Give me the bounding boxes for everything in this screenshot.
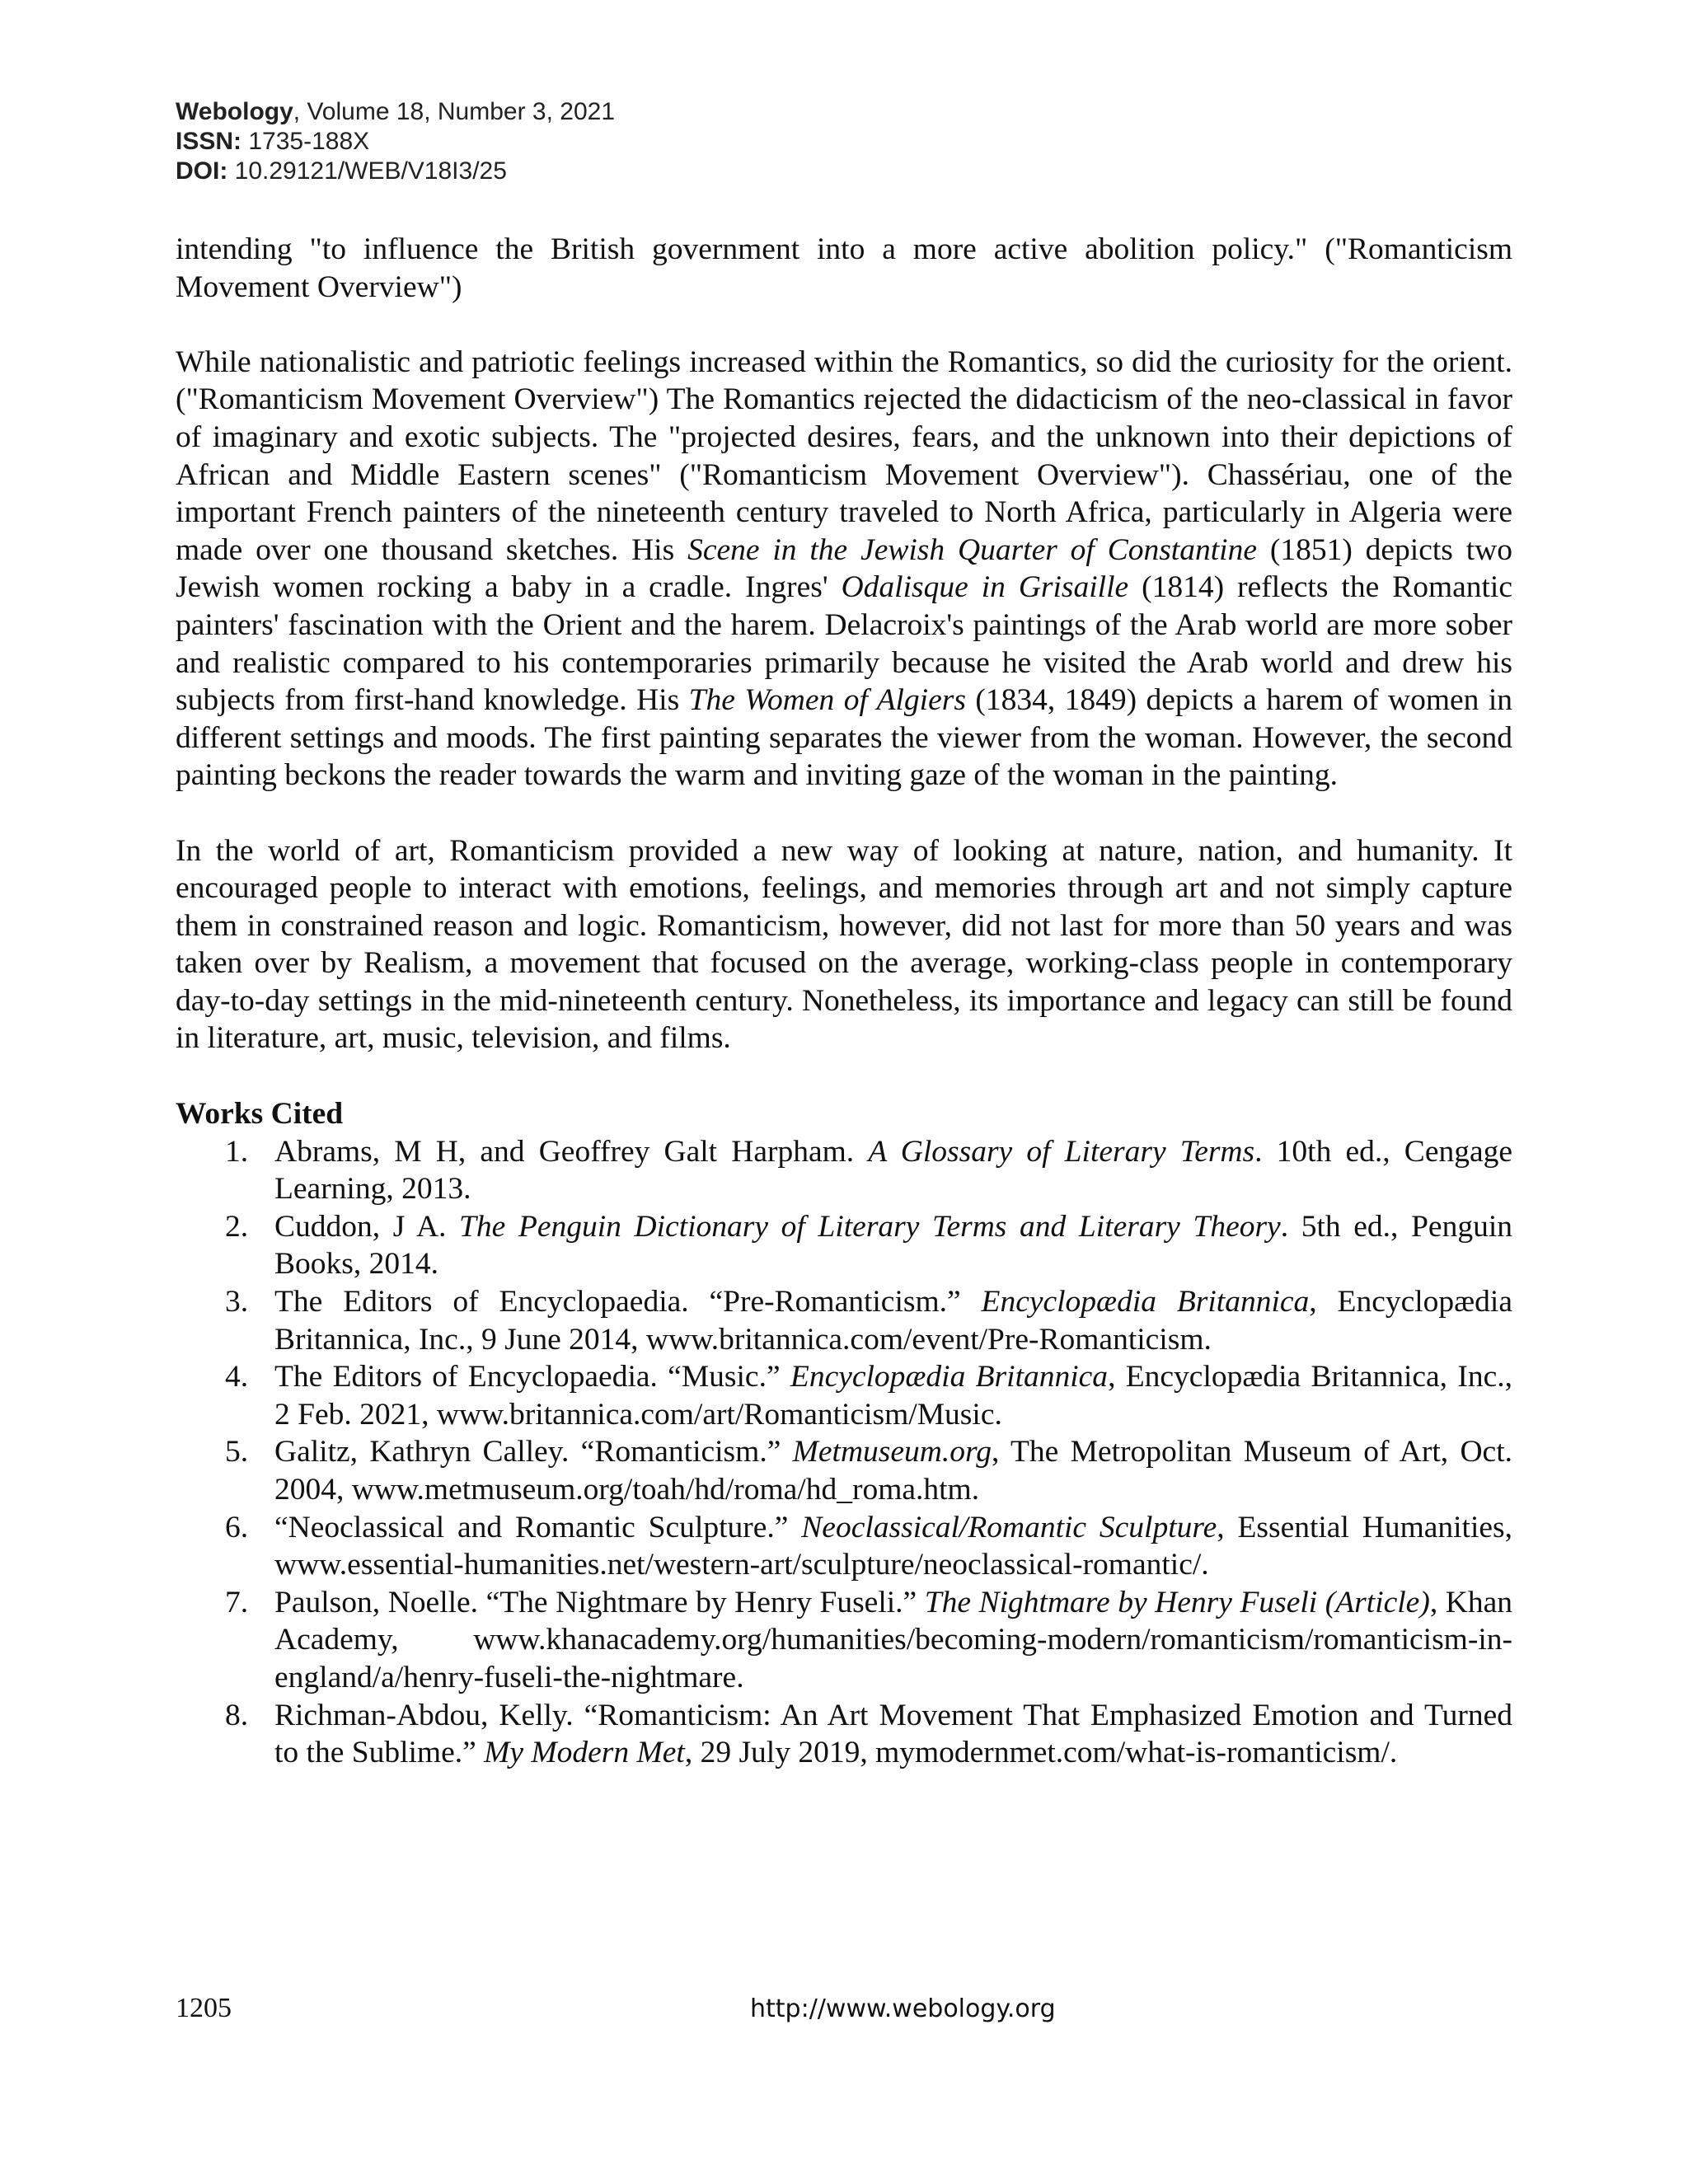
journal-header <box>176 97 1329 186</box>
citation-item <box>176 1133 1512 1208</box>
issn-value: 1735-188X <box>241 128 370 155</box>
paragraph-abolition: intending "to influence the British government into a more active abolition policy." ("Romanticism Movement Overview") <box>176 232 1512 304</box>
citation-item <box>176 1697 1512 1772</box>
citation-number: 6. <box>225 1510 249 1544</box>
issn-label: ISSN: <box>176 128 242 155</box>
works-cited-heading: Works Cited <box>176 1097 344 1132</box>
paragraph-legacy: In the world of art, Romanticism provided a new way of looking at nature, nation, and humanity. It encouraged people to interact with emotions, feelings, and memories through art and not simply capture them in constrained reason and logic. Romanticism, however, did not last for more than 50 years and was taken over by Realism, a movement that focused on the average, working-class people in contemporary day-to-day settings in the mid-nineteenth century. Nonetheless, its importance and legacy can still be found in literature, art, music, television, and films. <box>176 833 1512 1056</box>
citation-text: Cuddon, J A. The Penguin Dictionary of Literary Terms and Literary Theory. 5th ed., Penguin Books, 2014. <box>274 1209 1512 1282</box>
doi-value: 10.29121/WEB/V18I3/25 <box>227 157 507 185</box>
citation-text: The Editors of Encyclopaedia. “Pre-Romanticism.” Encyclopædia Britannica, Encyclopædia Britannica, Inc., 9 June 2014, www.britannica.com/event/Pre-Romanticism. <box>274 1285 1512 1357</box>
citation-text: Galitz, Kathryn Calley. “Romanticism.” Metmuseum.org, The Metropolitan Museum of Art, Oct. 2004, www.metmuseum.org/toah/hd/roma/hd_roma.htm. <box>274 1435 1512 1507</box>
artwork-title: Scene in the Jewish Quarter of Constantine <box>687 532 1257 567</box>
citation-title: Neoclassical/Romantic Sculpture <box>801 1510 1217 1544</box>
citation-number: 4. <box>225 1360 249 1394</box>
artwork-title: The Women of Algiers <box>688 683 966 718</box>
citation-title: The Nightmare by Henry Fuseli (Article) <box>924 1585 1430 1619</box>
citation-number: 5. <box>225 1435 249 1469</box>
citation-title: Metmuseum.org <box>792 1435 992 1469</box>
citation-number: 1. <box>225 1134 249 1169</box>
citation-item <box>176 1283 1512 1358</box>
citation-text: Paulson, Noelle. “The Nightmare by Henry Fuseli.” The Nightmare by Henry Fuseli (Article), Khan Academy, www.khanacademy.org/humanities/becoming-modern/romanticism/romanticism-in-england/a/henry-fuseli-the-nightmare. <box>274 1585 1512 1694</box>
citation-text: “Neoclassical and Romantic Sculpture.” Neoclassical/Romantic Sculpture, Essential Humanities, www.essential-humanities.net/western-art/sculpture/neoclassical-romantic/. <box>274 1510 1512 1582</box>
issn-line <box>176 127 1329 157</box>
citation-item <box>176 1584 1512 1697</box>
citation-item <box>176 1208 1512 1283</box>
artwork-title: Odalisque in Grisaille <box>841 570 1129 605</box>
journal-name: Webology <box>176 98 293 125</box>
citation-title: The Penguin Dictionary of Literary Terms and Literary Theory <box>459 1209 1281 1244</box>
page-footer <box>176 1993 1512 2034</box>
works-cited-list <box>176 1133 1512 1772</box>
doi-label: DOI: <box>176 157 228 185</box>
citation-title: My Modern Met <box>484 1736 685 1770</box>
citation-number: 8. <box>225 1698 249 1732</box>
citation-title: Encyclopædia Britannica <box>790 1360 1109 1394</box>
citation-number: 3. <box>225 1285 249 1319</box>
citation-text: Richman-Abdou, Kelly. “Romanticism: An Art Movement That Emphasized Emotion and Turned to the Sublime.” My Modern Met, 29 July 2019, mymodernmet.com/what-is-romanticism/. <box>274 1698 1512 1770</box>
citation-text: The Editors of Encyclopaedia. “Music.” Encyclopædia Britannica, Encyclopædia Britannica, Inc., 2 Feb. 2021, www.britannica.com/art/Romanticism/Music. <box>274 1360 1512 1432</box>
citation-item <box>176 1509 1512 1584</box>
article-body <box>176 231 1512 1772</box>
citation-number: 2. <box>225 1209 249 1244</box>
citation-item <box>176 1358 1512 1433</box>
paragraph-orient: While nationalistic and patriotic feelings increased within the Romantics, so did the curiosity for the orient. ("Romanticism Movement Overview") The Romantics rejected the didacticism of the neo-classical in favor of imaginary and exotic subjects. The "projected desires, fears, and the unknown into their depictions of African and Middle Eastern scenes" ("Romanticism Movement Overview"). Chassériau, one of the important French painters of the nineteenth century traveled to North Africa, particularly in Algeria were made over one thousand sketches. His Scene in the Jewish Quarter of Constantine (1851) depicts two Jewish women rocking a baby in a cradle. Ingres' Odalisque in Grisaille (1814) reflects the Romantic painters' fascination with the Orient and the harem. Delacroix's paintings of the Arab world are more sober and realistic compared to his contemporaries primarily because he visited the Arab world and drew his subjects from first-hand knowledge. His The Women of Algiers (1834, 1849) depicts a harem of women in different settings and moods. The first painting separates the viewer from the woman. However, the second painting beckons the reader towards the warm and inviting gaze of the woman in the painting. <box>176 344 1512 793</box>
citation-item <box>176 1433 1512 1508</box>
works-cited-section <box>176 1095 1512 1772</box>
citation-number: 7. <box>225 1585 249 1619</box>
citation-title: A Glossary of Literary Terms <box>868 1134 1255 1169</box>
citation-title: Encyclopædia Britannica <box>981 1285 1310 1319</box>
journal-volume: , Volume 18, Number 3, 2021 <box>293 98 616 125</box>
citation-text: Abrams, M H, and Geoffrey Galt Harpham. A Glossary of Literary Terms. 10th ed., Cengage Learning, 2013. <box>274 1134 1512 1207</box>
journal-volume-line <box>176 97 1329 127</box>
footer-url[interactable]: http://www.webology.org <box>750 1994 1056 2023</box>
doi-line <box>176 157 1329 186</box>
page-number: 1205 <box>176 1993 232 2023</box>
